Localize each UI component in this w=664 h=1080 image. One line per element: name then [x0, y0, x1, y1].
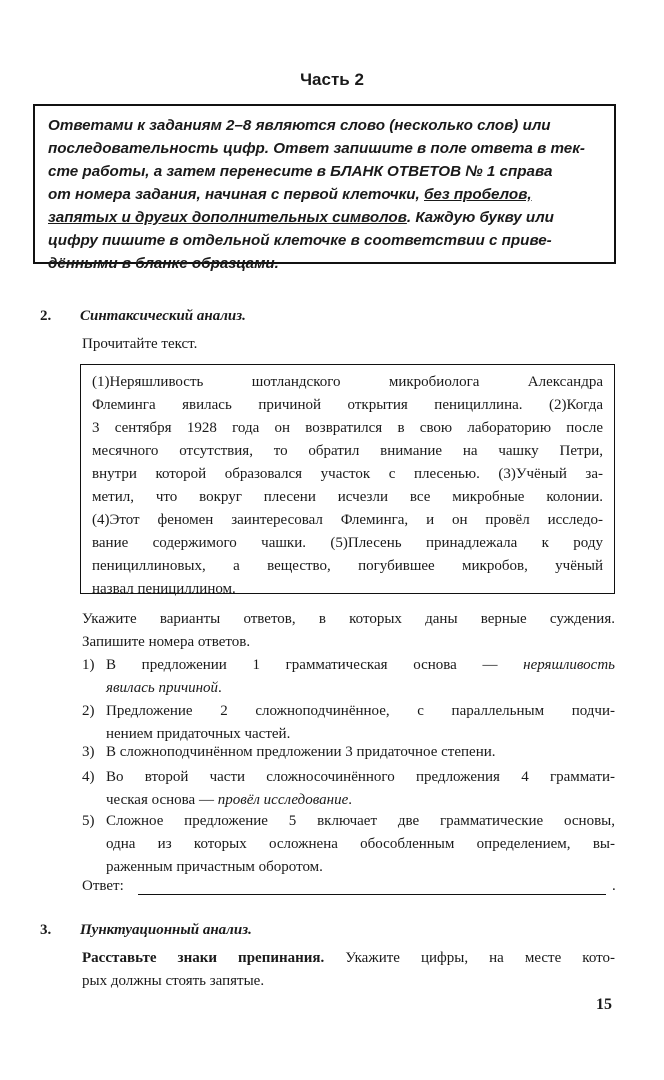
reading-text-box — [80, 364, 615, 597]
option-line — [106, 677, 615, 700]
text-line: Флеминга явилась причиной открытия пенициллина. (2)Когда — [92, 397, 603, 413]
task3-text: Укажите цифры, на месте кото- — [324, 950, 615, 966]
instruction-text: . Каждую букву или — [406, 209, 554, 226]
option-line: раженным причастным оборотом. — [106, 859, 323, 875]
instruction-line: сте работы, а затем перенесите в БЛАНК ОТВЕТОВ № 1 справа — [48, 163, 553, 180]
option-line — [106, 654, 615, 677]
task3-line: рых должны стоять запятые. — [82, 973, 265, 989]
answer-option-1 — [82, 654, 615, 700]
task2-number: 2. — [40, 308, 52, 324]
text-line: (4)Этот феномен заинтересовал Флеминга, и он провёл исследо- — [92, 512, 603, 528]
instruction-line: последовательность цифр. Ответ запишите в поле ответа в тек- — [48, 140, 585, 157]
option-line: В сложноподчинённом предложении 3 придаточное степени. — [106, 744, 496, 760]
instruction-line: дёнными в бланке образцами. — [48, 255, 279, 272]
option-number: 5) — [82, 813, 95, 829]
option-line — [106, 789, 615, 812]
instruction-underlined: запятых и других дополнительных символов — [48, 209, 407, 226]
text-line: внутри которой образовался участок с плесенью. (3)Учёный за- — [92, 466, 603, 482]
option-text: . — [218, 680, 222, 696]
answer-option-2 — [82, 700, 615, 746]
part-title: Часть 2 — [300, 70, 364, 89]
text-line: пенициллиновых, а вещество, погубившее микробов, учёный — [92, 558, 603, 574]
option-number: 4) — [82, 769, 95, 785]
task3-number: 3. — [40, 922, 52, 938]
instruction-underlined: без пробелов, — [424, 186, 532, 203]
task3-bold: Расставьте знаки препинания. — [82, 950, 325, 966]
option-text: ческая основа — — [106, 792, 218, 808]
answer-end-dot: . — [612, 878, 616, 894]
question-line: Укажите варианты ответов, в которых даны верные суждения. — [82, 611, 615, 627]
option-text: . — [348, 792, 353, 808]
task3-prompt — [82, 947, 615, 993]
question-line: Запишите номера ответов. — [82, 634, 251, 650]
text-line: 3 сентября 1928 года он возвратился в свою лабораторию после — [92, 420, 603, 436]
task3-line — [82, 947, 615, 970]
page-number: 15 — [596, 996, 612, 1013]
instruction-line: Ответами к заданиям 2–8 являются слово (несколько слов) или — [48, 117, 551, 134]
instruction-line: цифру пишите в отдельной клеточке в соответствии с приве- — [48, 232, 552, 249]
answer-option-5 — [82, 810, 615, 879]
instruction-line — [48, 206, 604, 229]
task2-prompt: Прочитайте текст. — [82, 336, 198, 352]
task2-question — [82, 608, 615, 654]
option-number: 2) — [82, 703, 95, 719]
option-line: Сложное предложение 5 включает две грамматические основы, — [106, 813, 615, 829]
option-number: 1) — [82, 657, 95, 673]
option-line: Предложение 2 сложноподчинённое, с параллельным подчи- — [106, 703, 615, 719]
text-line: месячного отсутствия, то обратил внимание на чашку Петри, — [92, 443, 603, 459]
text-line: (1)Неряшливость шотландского микробиолога Александра — [92, 374, 603, 390]
option-italic: неряшливость — [523, 657, 615, 673]
answer-option-3 — [82, 741, 615, 764]
option-italic: явилась причиной — [106, 680, 219, 696]
instructions-box — [33, 104, 616, 272]
instruction-line — [48, 183, 604, 206]
option-line: Во второй части сложносочинённого предложения 4 граммати- — [106, 769, 615, 785]
option-italic: провёл исследование — [217, 792, 349, 808]
answer-option-4 — [82, 766, 615, 812]
answer-field[interactable] — [138, 894, 606, 895]
text-line: назвал пенициллином. — [92, 581, 236, 597]
text-line: метил, что вокруг плесени исчезли все микробные колонии. — [92, 489, 603, 505]
option-line: одна из которых осложнена обособленным определением, вы- — [106, 836, 615, 852]
task2-title: Синтаксический анализ. — [80, 308, 246, 324]
answer-row — [82, 878, 617, 902]
instruction-text: от номера задания, начиная с первой клеточки, — [48, 186, 424, 203]
answer-label: Ответ: — [82, 878, 124, 894]
text-line: вание содержимого чашки. (5)Плесень принадлежала к роду — [92, 535, 603, 551]
option-text: В предложении 1 грамматическая основа — — [106, 657, 524, 673]
option-number: 3) — [82, 744, 95, 760]
task3-title: Пунктуационный анализ. — [80, 922, 252, 938]
option-line: нением придаточных частей. — [106, 726, 291, 742]
